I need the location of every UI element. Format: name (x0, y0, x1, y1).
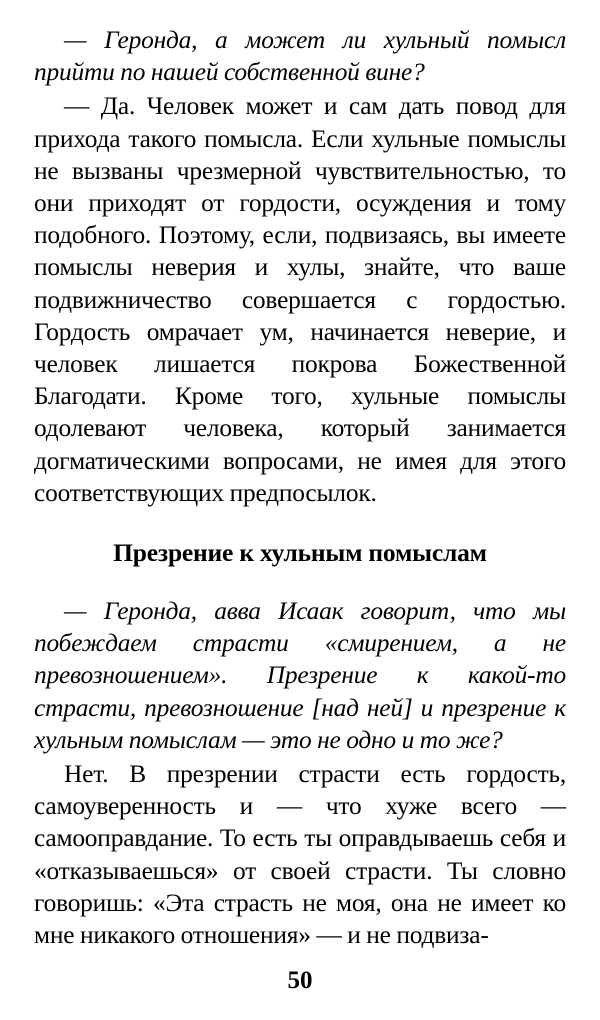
answer-paragraph: — Да. Человек может и сам дать повод для прихода такого помысла. Если хульные помыслы не вызваны чрезмерной чувствительностью, то они приходят от гордости, осуждения и тому подобного. Поэтому, если, подвизаясь, вы имеете помыслы неверия и хулы, знайте, что ваше подвижничество совершается с гордостью. Гордость омрачает ум, начинается неверие, и человек лишается покрова Божественной Благодати. Кроме того, хульные помыслы одолевают человека, который занимается догматическими вопросами, не имея для этого соответствующих предпосылок. (34, 92, 566, 507)
book-page (34, 24, 566, 1014)
answer-paragraph: Нет. В презрении страсти есть гордость, самоуверенность и — что хуже всего — самооправдание. То есть ты оправдываешь себя и «отказываешься» от своей страсти. Ты словно говоришь: «Эта страсть не моя, она не имеет ко мне никакого отношения» — и не подвиза- (34, 760, 566, 950)
question-paragraph: — Геронда, а может ли хульный помысл прийти по нашей собственной вине? (34, 26, 566, 87)
section-heading: Презрение к хульным помыслам (113, 538, 487, 568)
question-paragraph: — Геронда, авва Исаак говорит, что мы побеждаем страсти «смирением, а не превозношением». Презрение к какой-то страсти, превозношение [над ней] и презрение к хульным помыслам — это не одно и то же? (34, 597, 566, 754)
page-number: 50 (287, 967, 313, 994)
